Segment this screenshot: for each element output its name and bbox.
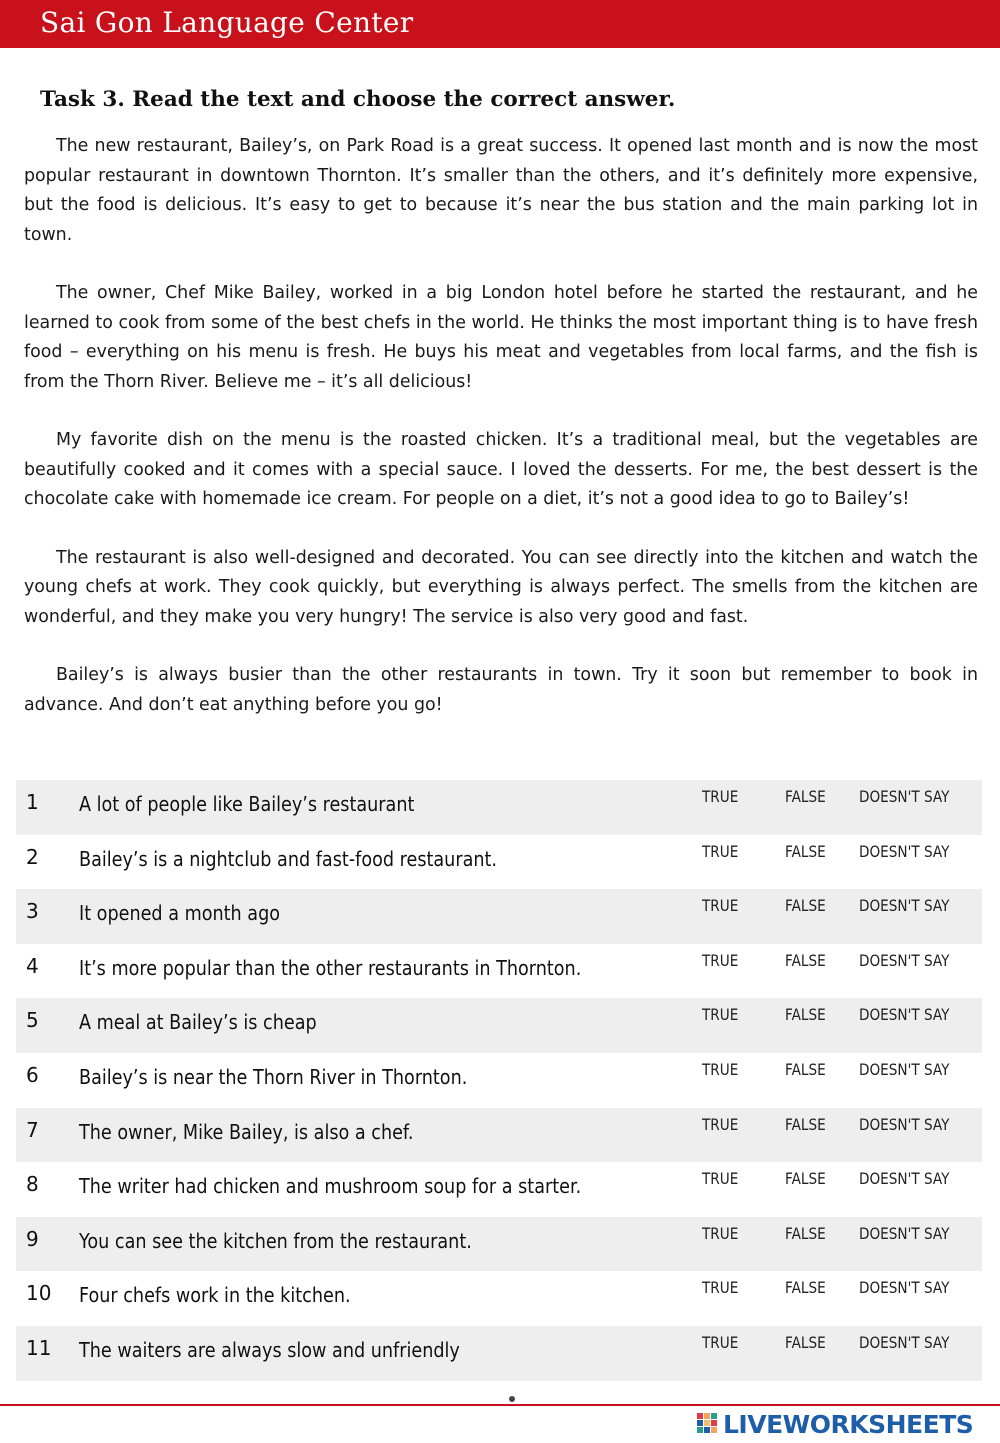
footer-divider <box>0 1404 1000 1406</box>
question-number: 1 <box>26 790 39 814</box>
question-text: You can see the kitchen from the restaurant. <box>79 1228 472 1253</box>
option-false[interactable]: FALSE <box>785 1059 826 1079</box>
question-number: 4 <box>26 953 39 978</box>
passage-paragraph: The owner, Chef Mike Bailey, worked in a big London hotel before he started the restaurant, and he learned to cook from some of the best chefs in the world. He thinks the most important thing is to have fresh food – everything on his menu is fresh. He buys his meat and vegetables from local farms, and the fish is from the Thorn River. Believe me – it’s all delicious! <box>24 283 978 392</box>
option-false[interactable]: FALSE <box>785 950 826 970</box>
reading-passage <box>24 132 978 749</box>
question-row <box>16 780 982 835</box>
option-doesnt-say[interactable]: DOESN'T SAY <box>859 1005 950 1025</box>
question-row <box>16 944 982 999</box>
option-doesnt-say[interactable]: DOESN'T SAY <box>859 1169 950 1189</box>
question-row <box>16 1053 982 1108</box>
question-text: A meal at Bailey’s is cheap <box>79 1010 317 1035</box>
question-row <box>16 1162 982 1217</box>
question-number: 7 <box>26 1117 39 1142</box>
question-text: Four chefs work in the kitchen. <box>79 1283 351 1308</box>
option-doesnt-say[interactable]: DOESN'T SAY <box>859 1278 950 1298</box>
option-doesnt-say[interactable]: DOESN'T SAY <box>859 787 950 806</box>
question-number: 6 <box>26 1062 39 1087</box>
question-row <box>16 835 982 890</box>
task-title: Task 3. Read the text and choose the correct answer. <box>40 87 676 112</box>
option-false[interactable]: FALSE <box>785 1005 826 1025</box>
center-name: Sai Gon Language Center <box>40 6 414 39</box>
question-number: 8 <box>26 1172 39 1197</box>
option-true[interactable]: TRUE <box>702 950 739 970</box>
question-text: Bailey’s is a nightclub and fast-food restaurant. <box>79 846 497 871</box>
question-row <box>16 1108 982 1163</box>
option-doesnt-say[interactable]: DOESN'T SAY <box>859 896 950 916</box>
question-number: 3 <box>26 899 39 924</box>
option-doesnt-say[interactable]: DOESN'T SAY <box>859 1059 950 1079</box>
option-true[interactable]: TRUE <box>702 1059 739 1079</box>
option-false[interactable]: FALSE <box>785 1169 826 1189</box>
question-number: 2 <box>26 844 39 869</box>
option-true[interactable]: TRUE <box>702 1332 739 1352</box>
option-true[interactable]: TRUE <box>702 1114 739 1134</box>
option-false[interactable]: FALSE <box>785 1278 826 1298</box>
question-row <box>16 1326 982 1381</box>
question-row <box>16 1271 982 1326</box>
option-doesnt-say[interactable]: DOESN'T SAY <box>859 950 950 970</box>
option-false[interactable]: FALSE <box>785 787 826 806</box>
question-row <box>16 1217 982 1272</box>
question-number: 11 <box>26 1335 52 1360</box>
question-text: A lot of people like Bailey’s restaurant <box>79 792 415 816</box>
liveworksheets-logo[interactable] <box>697 1410 973 1438</box>
option-true[interactable]: TRUE <box>702 1223 739 1243</box>
option-doesnt-say[interactable]: DOESN'T SAY <box>859 1223 950 1243</box>
logo-text: LIVEWORKSHEETS <box>723 1409 974 1439</box>
passage-paragraph: The new restaurant, Bailey’s, on Park Road is a great success. It opened last month and is now the most popular restaurant in downtown Thornton. It’s smaller than the others, and it’s definitely more expensive, but the food is delicious. It’s easy to get to because it’s near the bus station and the main parking lot in town. <box>24 136 978 245</box>
option-true[interactable]: TRUE <box>702 896 739 916</box>
option-doesnt-say[interactable]: DOESN'T SAY <box>859 1332 950 1352</box>
question-text: The waiters are always slow and unfriendly <box>79 1337 460 1362</box>
question-text: Bailey’s is near the Thorn River in Thornton. <box>79 1064 468 1089</box>
question-text: The owner, Mike Bailey, is also a chef. <box>79 1119 414 1144</box>
option-false[interactable]: FALSE <box>785 896 826 916</box>
option-false[interactable]: FALSE <box>785 1223 826 1243</box>
question-text: It’s more popular than the other restaurants in Thornton. <box>79 955 582 980</box>
question-text: The writer had chicken and mushroom soup for a starter. <box>79 1174 582 1199</box>
question-number: 9 <box>26 1226 39 1251</box>
page-dot <box>509 1396 515 1402</box>
option-false[interactable]: FALSE <box>785 1114 826 1134</box>
option-true[interactable]: TRUE <box>702 1005 739 1025</box>
question-number: 10 <box>26 1281 52 1306</box>
option-doesnt-say[interactable]: DOESN'T SAY <box>859 1114 950 1134</box>
liveworksheets-logo-icon <box>697 1413 719 1435</box>
passage-paragraph: My favorite dish on the menu is the roasted chicken. It’s a traditional meal, but the vegetables are beautifully cooked and it comes with a special sauce. I loved the desserts. For me, the best dessert is the chocolate cake with homemade ice cream. For people on a diet, it’s not a good idea to go to Bailey’s! <box>24 430 978 509</box>
option-true[interactable]: TRUE <box>702 841 739 861</box>
question-row <box>16 889 982 944</box>
option-true[interactable]: TRUE <box>702 1169 739 1189</box>
question-row <box>16 998 982 1053</box>
question-text: It opened a month ago <box>79 901 281 926</box>
option-false[interactable]: FALSE <box>785 841 826 861</box>
option-true[interactable]: TRUE <box>702 787 739 806</box>
question-table <box>16 780 982 1381</box>
option-doesnt-say[interactable]: DOESN'T SAY <box>859 841 950 861</box>
option-false[interactable]: FALSE <box>785 1332 826 1352</box>
passage-paragraph: The restaurant is also well-designed and decorated. You can see directly into the kitchen and watch the young chefs at work. They cook quickly, but everything is always perfect. The smells from the kitchen are wonderful, and they make you very hungry! The service is also very good and fast. <box>24 547 978 627</box>
passage-paragraph: Bailey’s is always busier than the other restaurants in town. Try it soon but remember to book in advance. And don’t eat anything before you go! <box>24 665 978 715</box>
header-bar <box>0 0 1000 48</box>
question-number: 5 <box>26 1008 39 1033</box>
option-true[interactable]: TRUE <box>702 1278 739 1298</box>
